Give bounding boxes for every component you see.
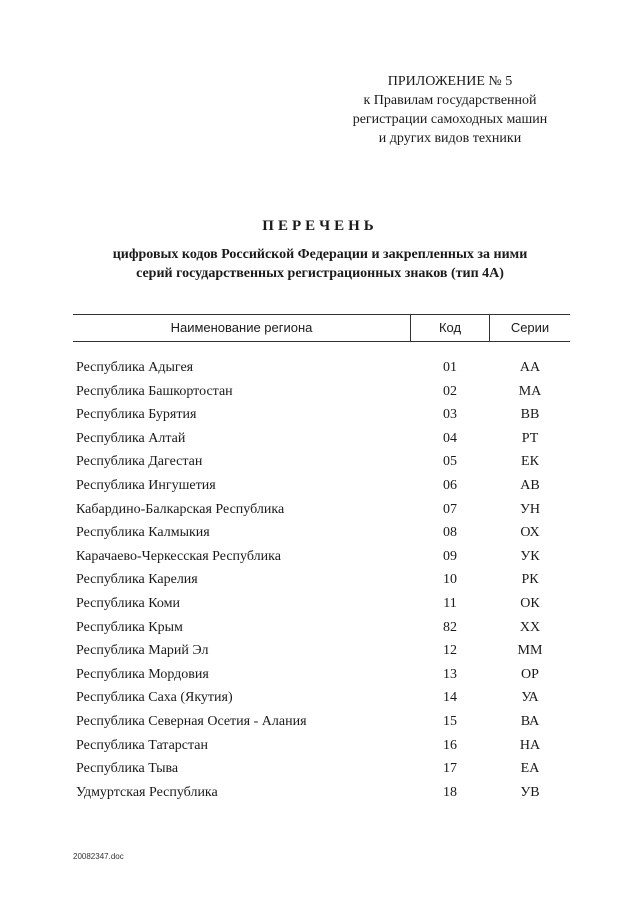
region-name: Удмуртская Республика — [76, 784, 218, 800]
header-region: Наименование региона — [73, 315, 411, 341]
region-name: Республика Мордовия — [76, 666, 209, 682]
table-header — [73, 314, 570, 342]
table-row — [73, 663, 570, 687]
region-name: Республика Северная Осетия - Алания — [76, 713, 307, 729]
region-series: ЕК — [521, 454, 539, 470]
region-series: УК — [520, 548, 540, 564]
region-series: АА — [519, 360, 541, 375]
region-series: НА — [519, 737, 541, 753]
region-code: 09 — [443, 548, 457, 564]
region-code: 15 — [443, 713, 457, 729]
region-series: ОК — [520, 595, 540, 611]
region-code: 18 — [443, 784, 457, 800]
header-series: Серии — [510, 320, 550, 335]
table-row — [73, 498, 570, 522]
region-code: 05 — [443, 454, 457, 470]
region-code: 03 — [443, 407, 457, 423]
table-body — [73, 356, 570, 804]
region-code: 16 — [443, 737, 457, 753]
subtitle-line-2: серий государственных регистрационных знаков (тип 4А) — [136, 266, 504, 281]
document-title: ПЕРЕЧЕНЬ — [262, 218, 378, 234]
annex-number: ПРИЛОЖЕНИЕ № 5 — [387, 74, 513, 89]
header-code: Код — [411, 315, 490, 341]
region-name: Республика Татарстан — [76, 737, 209, 753]
region-code: 11 — [443, 595, 457, 611]
region-code: 82 — [443, 619, 457, 635]
table-row — [73, 474, 570, 498]
region-series: РТ — [521, 430, 539, 446]
region-series: АВ — [520, 477, 540, 493]
table-row — [73, 545, 570, 569]
table-row — [73, 568, 570, 592]
table-row — [73, 356, 570, 380]
annex-header — [330, 72, 570, 148]
region-name: Кабардино-Балкарская Республика — [76, 501, 285, 517]
region-series: ОР — [521, 666, 539, 682]
region-name: Республика Саха (Якутия) — [76, 690, 233, 706]
table-row — [73, 734, 570, 758]
document-subtitle — [0, 245, 640, 283]
annex-line-3: регистрации самоходных машин — [352, 112, 548, 127]
table-row — [73, 380, 570, 404]
region-code: 17 — [443, 761, 457, 777]
table-row — [73, 427, 570, 451]
file-name: 20082347.doc — [73, 852, 124, 861]
table-row — [73, 710, 570, 734]
subtitle-line-1: цифровых кодов Российской Федерации и закрепленных за ними — [112, 247, 528, 262]
region-code: 13 — [443, 666, 457, 682]
region-series: ММ — [517, 643, 543, 659]
region-code: 08 — [443, 525, 457, 541]
region-name: Республика Бурятия — [76, 407, 197, 423]
regions-table — [73, 314, 570, 800]
region-series: УВ — [520, 784, 540, 800]
region-name: Республика Алтай — [76, 430, 186, 446]
region-code: 02 — [443, 383, 457, 399]
region-series: ОХ — [520, 525, 540, 541]
region-name: Республика Коми — [76, 595, 180, 611]
region-name: Республика Дагестан — [76, 454, 203, 470]
table-row — [73, 686, 570, 710]
region-code: 07 — [443, 501, 457, 517]
region-name: Республика Ингушетия — [76, 477, 216, 493]
region-name: Республика Тыва — [76, 761, 179, 777]
region-name: Республика Башкортостан — [76, 383, 233, 399]
region-series: УН — [519, 501, 541, 517]
table-row — [73, 781, 570, 805]
table-row — [73, 639, 570, 663]
region-code: 14 — [443, 690, 457, 706]
region-code: 06 — [443, 477, 457, 493]
region-series: ВВ — [520, 407, 540, 423]
region-code: 04 — [443, 430, 457, 446]
table-row — [73, 592, 570, 616]
region-name: Карачаево-Черкесская Республика — [76, 548, 281, 564]
region-series: УА — [521, 690, 539, 706]
region-name: Республика Адыгея — [76, 360, 194, 375]
annex-line-4: и других видов техники — [378, 131, 522, 146]
region-name: Республика Калмыкия — [76, 525, 210, 541]
region-series: ЕА — [520, 761, 540, 777]
region-code: 10 — [443, 572, 457, 588]
region-series: ХХ — [519, 619, 541, 635]
region-name: Республика Карелия — [76, 572, 198, 588]
table-row — [73, 403, 570, 427]
region-series: ВА — [520, 713, 540, 729]
annex-line-2: к Правилам государственной — [363, 93, 537, 108]
region-code: 01 — [443, 360, 457, 375]
table-row — [73, 450, 570, 474]
region-name: Республика Крым — [76, 619, 183, 635]
table-row — [73, 616, 570, 640]
table-row — [73, 757, 570, 781]
table-row — [73, 521, 570, 545]
region-name: Республика Марий Эл — [76, 643, 209, 659]
region-code: 12 — [443, 643, 457, 659]
region-series: РК — [521, 572, 539, 588]
region-series: МА — [518, 383, 542, 399]
